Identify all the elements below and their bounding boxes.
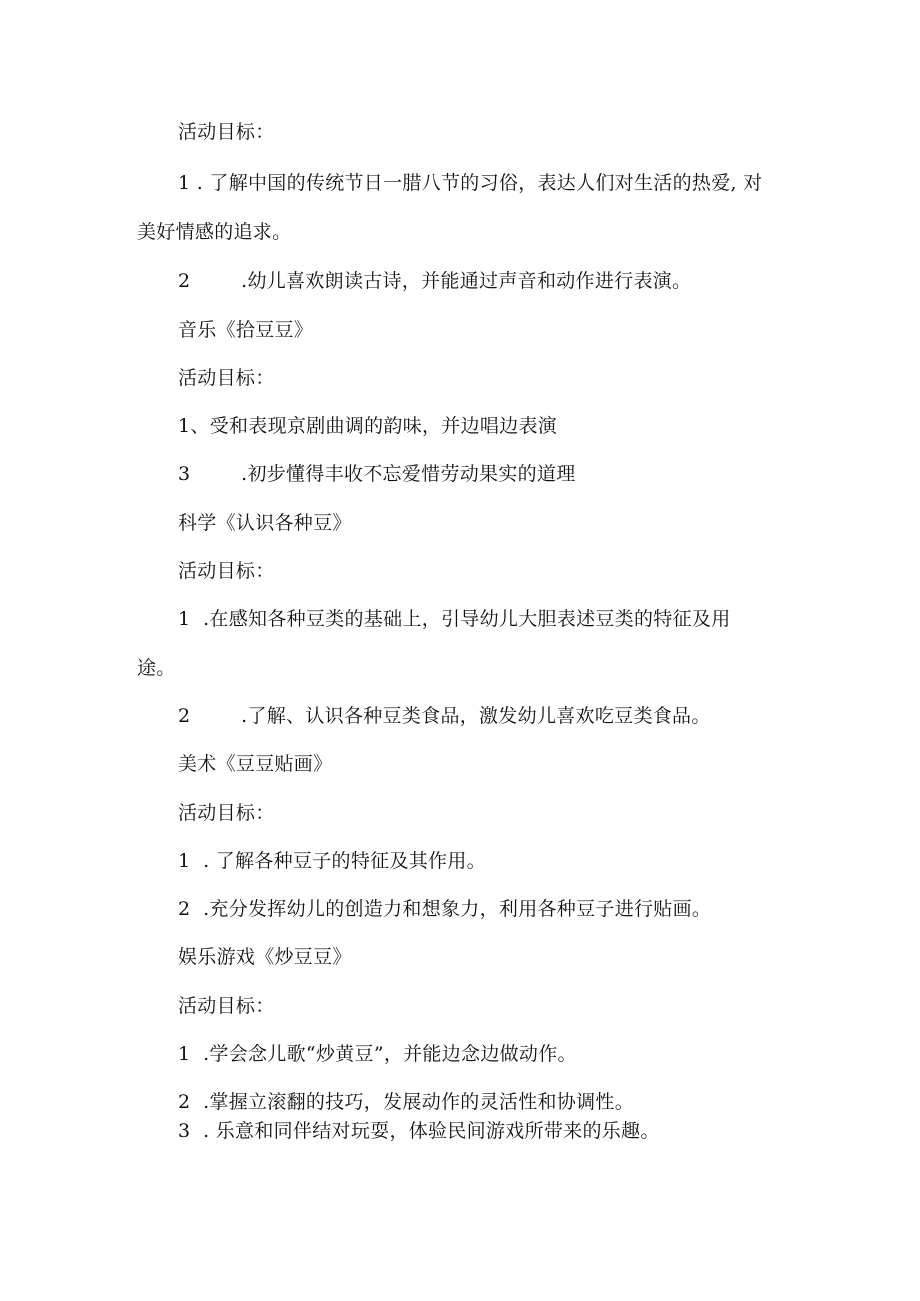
section-heading-activity-goals: 活动目标： — [178, 802, 275, 824]
lesson-title-science: 科学《认识各种豆》 — [178, 512, 352, 534]
goal-item-2: 2 .掌握立滚翻的技巧，发展动作的灵活性和协调性。 — [178, 1091, 635, 1113]
goal-item-1-continuation: 途。 — [137, 657, 176, 679]
goal-item-2: 2 .充分发挥幼儿的创造力和想象力，利用各种豆子进行贴画。 — [178, 898, 712, 920]
goal-item-3: 3 . 乐意和同伴结对玩耍，体验民间游戏所带来的乐趣。 — [178, 1120, 660, 1142]
goal-item-1: 1 .学会念儿歌“炒黄豆”，并能边念边做动作。 — [178, 1043, 577, 1065]
goal-item-2: 2 .了解、认识各种豆类食品，激发幼儿喜欢吃豆类食品。 — [178, 705, 711, 727]
goal-item-2: 2 .幼儿喜欢朗读古诗，并能通过声音和动作进行表演。 — [178, 270, 692, 292]
lesson-title-art: 美术《豆豆贴画》 — [178, 753, 333, 775]
lesson-title-music: 音乐《拾豆豆》 — [178, 319, 314, 341]
goal-item-1: 1 .在感知各种豆类的基础上，引导幼儿大胆表述豆类的特征及用 — [178, 608, 731, 630]
lesson-title-game: 娱乐游戏《炒豆豆》 — [178, 946, 352, 968]
goal-item-1-continuation: 美好情感的追求。 — [137, 221, 292, 243]
section-heading-activity-goals: 活动目标： — [178, 560, 275, 582]
section-heading-activity-goals: 活动目标： — [178, 995, 275, 1017]
goal-item-1: 1 . 了解中国的传统节日一腊八节的习俗，表达人们对生活的热爱, 对 — [178, 172, 763, 194]
section-heading-activity-goals: 活动目标： — [178, 367, 275, 389]
goal-item-3: 3 .初步懂得丰收不忘爱惜劳动果实的道理 — [178, 463, 576, 485]
section-heading-activity-goals: 活动目标： — [178, 121, 275, 143]
goal-item-1: 1、受和表现京剧曲调的韵味，并边唱边表演 — [178, 415, 558, 437]
goal-item-1: 1 . 了解各种豆子的特征及其作用。 — [178, 850, 486, 872]
